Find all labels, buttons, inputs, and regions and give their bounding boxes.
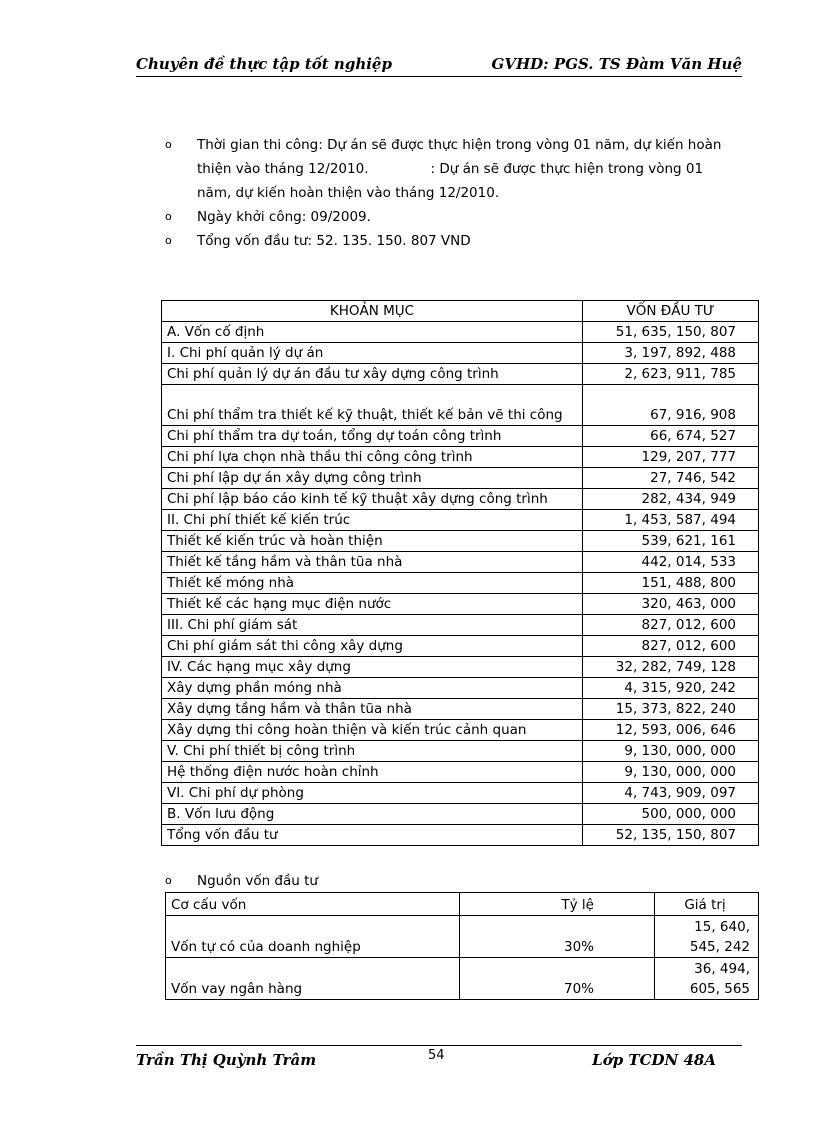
cost-value: 129, 207, 777 xyxy=(583,447,759,468)
cost-value: 827, 012, 600 xyxy=(583,615,759,636)
table-row xyxy=(162,447,759,468)
cost-value: 320, 463, 000 xyxy=(583,594,759,615)
table-row xyxy=(162,510,759,531)
table-row xyxy=(162,636,759,657)
bullet-start-date xyxy=(165,205,725,229)
cost-value: 9, 130, 000, 000 xyxy=(583,762,759,783)
table-row xyxy=(162,699,759,720)
table-row xyxy=(162,531,759,552)
cost-value: 66, 674, 527 xyxy=(583,426,759,447)
cost-value: 32, 282, 749, 128 xyxy=(583,657,759,678)
bullet-total-investment xyxy=(165,229,725,253)
table-row xyxy=(162,783,759,804)
cost-value: 4, 315, 920, 242 xyxy=(583,678,759,699)
capital-source-table xyxy=(165,892,759,1000)
cost-item: Chi phí thẩm tra thiết kế kỹ thuật, thiết kế bản vẽ thi công xyxy=(162,385,583,426)
cost-value: 51, 635, 150, 807 xyxy=(583,322,759,343)
table-row xyxy=(162,804,759,825)
cost-item: Xây dựng thi công hoàn thiện và kiến trúc cảnh quan xyxy=(162,720,583,741)
table-row xyxy=(162,657,759,678)
table-row xyxy=(162,594,759,615)
source-name: Vốn tự có của doanh nghiệp xyxy=(166,916,460,958)
cost-item: Thiết kế các hạng mục điện nước xyxy=(162,594,583,615)
table-row xyxy=(162,343,759,364)
bullet-capital-source xyxy=(165,869,565,893)
table-header-row xyxy=(166,893,759,916)
cost-value: 539, 621, 161 xyxy=(583,531,759,552)
cost-item: Chi phí thẩm tra dự toán, tổng dự toán công trình xyxy=(162,426,583,447)
page-footer xyxy=(136,1045,742,1076)
table-row xyxy=(166,916,759,958)
cost-value: 67, 916, 908 xyxy=(583,385,759,426)
cost-value: 1, 453, 587, 494 xyxy=(583,510,759,531)
source-value: 15, 640, 545, 242 xyxy=(689,919,750,955)
column-header-ratio: Tỷ lệ xyxy=(460,893,655,916)
column-header-capital: VỐN ĐẦU TƯ xyxy=(583,301,759,322)
header-advisor: GVHD: PGS. TS Đàm Văn Huệ xyxy=(491,55,742,73)
footer-author: Trần Thị Quỳnh Trâm xyxy=(136,1051,317,1069)
cost-item: IV. Các hạng mục xây dựng xyxy=(162,657,583,678)
bullet-text-repeat: : Dự án sẽ được thực hiện trong vòng 01 năm, dự kiến hoàn thiện vào tháng 12/2010. xyxy=(197,161,704,201)
cost-item: Chi phí lập báo cáo kinh tế kỹ thuật xây dựng công trình xyxy=(162,489,583,510)
table-row xyxy=(162,741,759,762)
header-title: Chuyên đề thực tập tốt nghiệp xyxy=(136,55,392,73)
cost-value: 500, 000, 000 xyxy=(583,804,759,825)
cost-item: B. Vốn lưu động xyxy=(162,804,583,825)
cost-item: Thiết kế móng nhà xyxy=(162,573,583,594)
table-row xyxy=(162,489,759,510)
bullet-marker: o xyxy=(165,234,172,247)
investment-cost-table xyxy=(161,300,759,846)
source-value-cell xyxy=(655,916,759,958)
column-header-item: KHOẢN MỤC xyxy=(162,301,583,322)
cost-item: Chi phí lựa chọn nhà thầu thi công công trình xyxy=(162,447,583,468)
cost-item: Tổng vốn đầu tư xyxy=(162,825,583,846)
source-value: 36, 494, 605, 565 xyxy=(689,961,750,997)
bullet-text: Tổng vốn đầu tư: 52. 135. 150. 807 VND xyxy=(197,233,471,249)
cost-value: 282, 434, 949 xyxy=(583,489,759,510)
table-row xyxy=(166,958,759,1000)
table-row xyxy=(162,468,759,489)
source-ratio: 70% xyxy=(460,958,655,1000)
table-row xyxy=(162,364,759,385)
table-row xyxy=(162,385,759,426)
cost-item: II. Chi phí thiết kế kiến trúc xyxy=(162,510,583,531)
cost-item: Thiết kế tầng hầm và thân tũa nhà xyxy=(162,552,583,573)
bullet-marker: o xyxy=(165,138,172,151)
bullet-text: Ngày khởi công: 09/2009. xyxy=(197,209,371,225)
bullet-text: Thời gian thi công: Dự án sẽ được thực hiện trong vòng 01 năm, dự kiến hoàn thiện vào tháng 12/2010. xyxy=(197,137,722,177)
source-name: Vốn vay ngân hàng xyxy=(166,958,460,1000)
footer-class: Lớp TCDN 48A xyxy=(592,1051,716,1069)
page-number: 54 xyxy=(428,1048,445,1063)
cost-value: 52, 135, 150, 807 xyxy=(583,825,759,846)
bullet-marker: o xyxy=(165,210,172,223)
column-header-structure: Cơ cấu vốn xyxy=(166,893,460,916)
table-row xyxy=(162,322,759,343)
bullet-text: Nguồn vốn đầu tư xyxy=(197,873,318,889)
source-value-cell xyxy=(655,958,759,1000)
column-header-value: Giá trị xyxy=(655,893,759,916)
cost-item: VI. Chi phí dự phòng xyxy=(162,783,583,804)
cost-value: 9, 130, 000, 000 xyxy=(583,741,759,762)
cost-value: 4, 743, 909, 097 xyxy=(583,783,759,804)
table-row xyxy=(162,678,759,699)
cost-item: Chi phí lập dự án xây dựng công trình xyxy=(162,468,583,489)
cost-value: 151, 488, 800 xyxy=(583,573,759,594)
bullet-marker: o xyxy=(165,874,172,887)
table-row xyxy=(162,720,759,741)
table-row xyxy=(162,552,759,573)
cost-item: I. Chi phí quản lý dự án xyxy=(162,343,583,364)
cost-value: 27, 746, 542 xyxy=(583,468,759,489)
cost-item: Xây dựng tầng hầm và thân tũa nhà xyxy=(162,699,583,720)
cost-item: Hệ thống điện nước hoàn chỉnh xyxy=(162,762,583,783)
table-row xyxy=(162,573,759,594)
cost-value: 442, 014, 533 xyxy=(583,552,759,573)
cost-value: 827, 012, 600 xyxy=(583,636,759,657)
cost-item: Chi phí giám sát thi công xây dựng xyxy=(162,636,583,657)
cost-item: A. Vốn cố định xyxy=(162,322,583,343)
page-header xyxy=(136,52,742,77)
cost-item: Chi phí quản lý dự án đầu tư xây dựng công trình xyxy=(162,364,583,385)
cost-item: III. Chi phí giám sát xyxy=(162,615,583,636)
table-row xyxy=(162,426,759,447)
info-bullets xyxy=(165,133,725,253)
bullet-construction-time xyxy=(165,133,725,205)
table-row xyxy=(162,615,759,636)
cost-item: Xây dựng phần móng nhà xyxy=(162,678,583,699)
cost-value: 12, 593, 006, 646 xyxy=(583,720,759,741)
cost-value: 2, 623, 911, 785 xyxy=(583,364,759,385)
table-header-row xyxy=(162,301,759,322)
cost-value: 15, 373, 822, 240 xyxy=(583,699,759,720)
cost-value: 3, 197, 892, 488 xyxy=(583,343,759,364)
source-ratio: 30% xyxy=(460,916,655,958)
table-row xyxy=(162,825,759,846)
cost-item: V. Chi phí thiết bị công trình xyxy=(162,741,583,762)
table-row xyxy=(162,762,759,783)
cost-item: Thiết kế kiến trúc và hoàn thiện xyxy=(162,531,583,552)
